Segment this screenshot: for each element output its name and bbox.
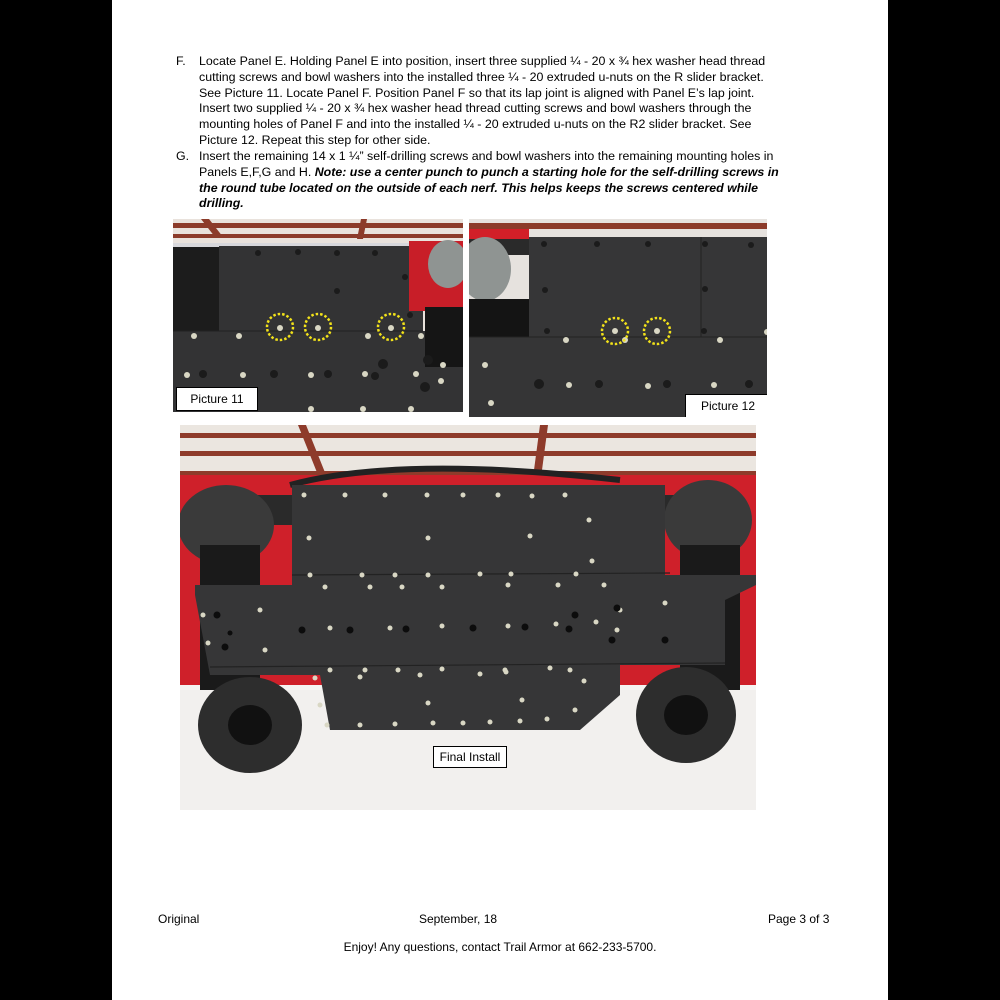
step-text bbox=[199, 149, 786, 212]
instruction-step-g bbox=[176, 149, 786, 212]
final-install-caption: Final Install bbox=[433, 746, 507, 768]
picture-11-caption: Picture 11 bbox=[176, 387, 258, 411]
footer-page-number: Page 3 of 3 bbox=[768, 912, 830, 926]
step-body: Insert the remaining 14 x 1 ¼” self-drilling screws and bowl washers into the remaining mounting holes in Panels E,F,G and H. bbox=[199, 149, 774, 179]
step-text: Locate Panel E. Holding Panel E into position, insert three supplied ¼ - 20 x ¾ hex washer head thread cutting screws and bowl washers into the installed three ¼ - 20 extruded u-nuts on the R slider bracket. See Picture 11. Locate Panel F. Position Panel F so that its lap joint is aligned with Panel E’s lap joint. Insert two supplied ¼ - 20 x ¾ hex washer head thread cutting screws and bowl washers through the mounting holes of Panel F and into the installed ¼ - 20 extruded u-nuts on the R2 slider bracket. See Picture 12. Repeat this step for other side. bbox=[199, 54, 766, 147]
final-install-photo bbox=[180, 425, 756, 810]
step-note: Note: use a center punch to punch a starting hole for the self-drilling screws in the round tube located on the outside of each nerf. This helps keeps the screws centered while drilling. bbox=[199, 164, 779, 211]
footer-date: September, 18 bbox=[419, 912, 498, 926]
step-letter: G. bbox=[176, 149, 190, 163]
instruction-step-f bbox=[176, 54, 786, 149]
picture-12-photo bbox=[469, 219, 767, 417]
footer-revision: Original bbox=[158, 912, 200, 926]
picture-11-photo bbox=[173, 219, 463, 412]
footer-contact: Enjoy! Any questions, contact Trail Armor at 662-233-5700. bbox=[343, 940, 657, 954]
step-letter: F. bbox=[176, 54, 186, 68]
document-page bbox=[112, 0, 888, 1000]
picture-12-caption: Picture 12 bbox=[685, 394, 767, 417]
